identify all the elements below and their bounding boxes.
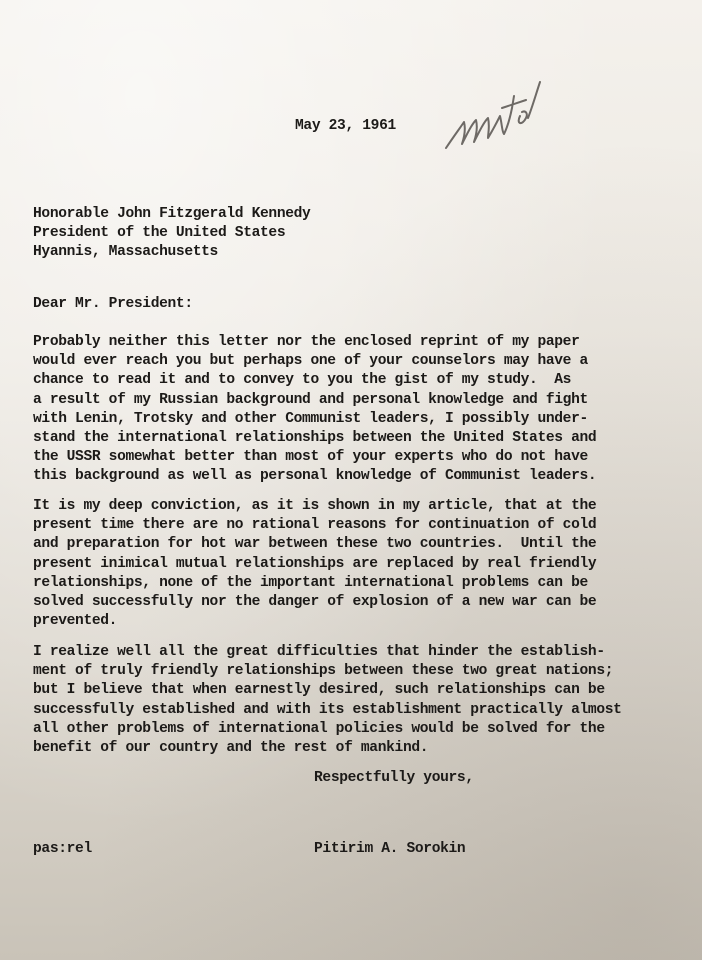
paragraph-line: would ever reach you but perhaps one of your counselors may have a xyxy=(33,353,588,370)
paragraph-line: with Lenin, Trotsky and other Communist leaders, I possibly under- xyxy=(33,410,588,427)
paragraph-line: present time there are no rational reasons for continuation of cold xyxy=(33,517,597,534)
paragraph-line: chance to read it and to convey to you the gist of my study. As xyxy=(33,372,572,389)
paragraph-line: I realize well all the great difficulties that hinder the establish- xyxy=(33,644,605,660)
signature-name: Pitirim A. Sorokin xyxy=(314,841,466,857)
paragraph-line: this background as well as personal knowledge of Communist leaders. xyxy=(33,468,597,485)
paragraph-line: all other problems of international policies would be solved for the xyxy=(33,720,605,737)
recipient-line: Honorable John Fitzgerald Kennedy xyxy=(33,206,311,222)
paragraph-line: successfully established and with its establishment practically almost xyxy=(33,701,622,718)
recipient-line: Hyannis, Massachusetts xyxy=(33,244,218,261)
paragraph-line: relationships, none of the important international problems can be xyxy=(33,574,588,591)
paragraph-line: It is my deep conviction, as it is shown in my article, that at the xyxy=(33,498,597,514)
paragraph-line: stand the international relationships between the United States and xyxy=(33,430,597,447)
salutation: Dear Mr. President: xyxy=(33,296,193,312)
recipient-address xyxy=(33,205,310,263)
paragraph-line: ment of truly friendly relationships between these two great nations; xyxy=(33,663,614,680)
paragraph-line: but I believe that when earnestly desired, such relationships can be xyxy=(33,682,605,699)
paragraph-line: prevented. xyxy=(33,613,118,630)
closing: Respectfully yours, xyxy=(314,770,474,786)
body-paragraph-2 xyxy=(33,497,596,631)
paragraph-line: present inimical mutual relationships are replaced by real friendly xyxy=(33,555,597,572)
handwritten-annotation-icon xyxy=(442,78,552,153)
reference-initials: pas:rel xyxy=(33,841,92,857)
paragraph-line: the USSR somewhat better than most of your experts who do not have xyxy=(33,449,588,466)
paragraph-line: Probably neither this letter nor the enclosed reprint of my paper xyxy=(33,334,580,350)
body-paragraph-1 xyxy=(33,333,596,487)
body-paragraph-3 xyxy=(33,643,622,758)
paragraph-line: a result of my Russian background and personal knowledge and fight xyxy=(33,391,588,408)
paragraph-line: benefit of our country and the rest of mankind. xyxy=(33,740,429,757)
paragraph-line: solved successfully nor the danger of explosion of a new war can be xyxy=(33,594,597,611)
paragraph-line: and preparation for hot war between these two countries. Until the xyxy=(33,536,597,553)
recipient-line: President of the United States xyxy=(33,225,286,242)
letter-date: May 23, 1961 xyxy=(295,118,396,134)
